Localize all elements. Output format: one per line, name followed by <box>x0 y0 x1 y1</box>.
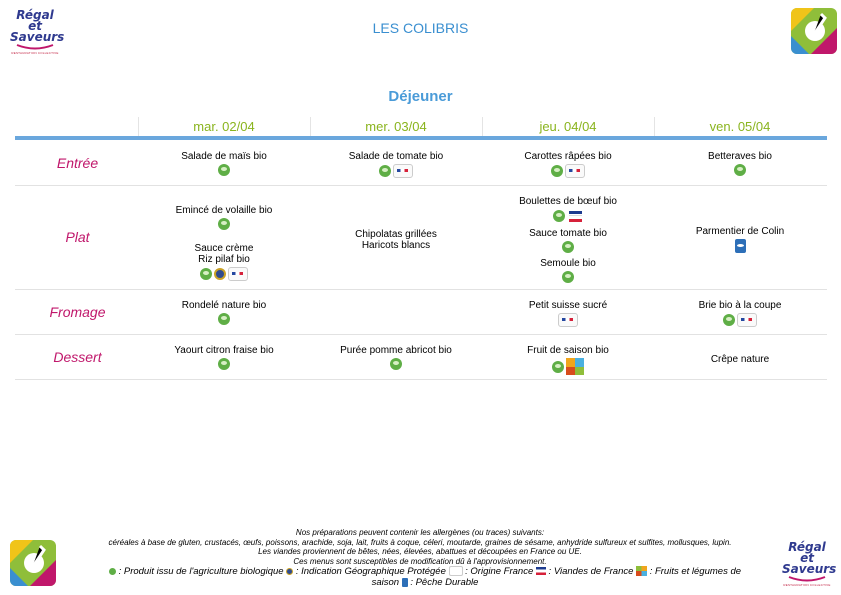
dish-name: Petit suisse sucré <box>528 300 608 311</box>
viandes-france-icon <box>536 567 546 575</box>
bio-icon <box>734 164 746 176</box>
menu-cell <box>654 354 826 365</box>
bio-icon <box>379 165 391 177</box>
dish-name: Sauce tomate bio <box>529 228 607 239</box>
bio-icon <box>218 164 230 176</box>
bio-icon <box>200 268 212 280</box>
bio-icon <box>218 218 230 230</box>
day-header-4: ven. 05/04 <box>709 119 771 134</box>
bio-icon <box>109 568 116 575</box>
day-header-3: jeu. 04/04 <box>539 119 597 134</box>
menu-cell <box>482 196 654 288</box>
dish-labels <box>138 265 310 283</box>
dish-name: Haricots blancs <box>361 240 431 251</box>
bio-icon <box>551 165 563 177</box>
dish-name: Crêpe nature <box>710 354 770 365</box>
bio-icon <box>553 210 565 222</box>
menu-cell <box>138 345 310 375</box>
origine-france-icon <box>737 313 757 327</box>
dish-name: Riz pilaf bio <box>198 254 250 265</box>
dish-labels <box>138 216 310 232</box>
bio-icon <box>562 241 574 253</box>
menu-cell <box>654 151 826 181</box>
dish-labels <box>310 356 482 372</box>
dish-name: Rondelé nature bio <box>181 300 267 311</box>
header-bar <box>15 136 827 140</box>
allergen-notice <box>90 528 750 566</box>
dish-name: Purée pomme abricot bio <box>340 345 452 356</box>
igp-icon <box>214 268 226 280</box>
viandes-france-icon <box>567 209 584 223</box>
legend-bio: : Produit issu de l'agriculture biologique <box>118 566 284 577</box>
origine-france-icon <box>393 164 413 178</box>
row-divider <box>15 379 827 380</box>
category-dessert: Dessert <box>53 349 102 365</box>
meal-title: Déjeuner <box>388 88 453 105</box>
dish-name: Salade de maïs bio <box>181 151 267 162</box>
dish-labels <box>482 356 654 377</box>
menu-cell <box>654 300 826 332</box>
dish-labels <box>138 311 310 327</box>
footer-line: céréales à base de gluten, crustacés, œufs, poissons, arachide, soja, lait, fruits à coque, céleri, moutarde, graines de sésame, anhydride sulfureux et sulfites, mollusques, lupin. <box>108 537 732 547</box>
menu-cell <box>482 300 654 332</box>
menu-cell <box>310 345 482 375</box>
menu-cell <box>138 151 310 181</box>
bio-icon <box>562 271 574 283</box>
legend-peche: : Pêche Durable <box>410 577 479 588</box>
regal-saveurs-logo-footer: Régal et Saveurs RESTAURATION COLLECTIVE <box>782 540 837 587</box>
dish-name: Emincé de volaille bio <box>175 205 273 216</box>
dish-name <box>138 235 310 243</box>
dish-labels <box>482 162 654 180</box>
dish-name: Sauce crème <box>194 243 254 254</box>
dish-labels <box>310 162 482 180</box>
dish-name: Betteraves bio <box>708 151 772 162</box>
category-entree: Entrée <box>56 155 99 171</box>
bio-icon <box>218 358 230 370</box>
origine-france-icon <box>228 267 248 281</box>
footer-line: Les viandes proviennent de bêtes, nées, élevées, abattues et découpées en France ou UE. <box>258 547 582 556</box>
dish-labels <box>654 237 826 255</box>
origine-france-icon <box>558 313 578 327</box>
peche-durable-icon <box>735 239 746 253</box>
menu-cell <box>138 300 310 330</box>
origine-france-icon <box>565 164 585 178</box>
legend-fruits: : Fruits et légumes de saison <box>371 566 742 588</box>
dish-labels <box>482 269 654 285</box>
dish-labels <box>138 162 310 178</box>
dish-labels <box>138 356 310 372</box>
dish-name: Fruit de saison bio <box>527 345 609 356</box>
dish-name: Carottes râpées bio <box>524 151 612 162</box>
dish-labels <box>482 239 654 255</box>
bio-icon <box>723 314 735 326</box>
fruits-saison-icon <box>636 566 647 576</box>
legend <box>105 566 745 588</box>
dish-name: Parmentier de Colin <box>695 226 785 237</box>
dish-name: Chipolatas grillées <box>355 229 437 240</box>
dish-name: Brie bio à la coupe <box>698 300 782 311</box>
bio-icon <box>552 361 564 373</box>
row-divider <box>15 334 827 335</box>
origine-france-icon <box>449 566 463 576</box>
legend-viandes: : Viandes de France <box>548 566 634 577</box>
plate-logo-footer <box>10 540 56 586</box>
igp-icon <box>286 568 293 575</box>
menu-cell <box>482 151 654 183</box>
bio-icon <box>218 313 230 325</box>
day-header-1: mar. 02/04 <box>193 119 255 134</box>
school-title: LES COLIBRIS <box>372 20 469 36</box>
dish-name: Yaourt citron fraise bio <box>174 345 274 356</box>
dish-labels <box>482 207 654 225</box>
row-divider <box>15 185 827 186</box>
legend-origine: : Origine France <box>465 566 534 577</box>
dish-name: Semoule bio <box>540 258 596 269</box>
bio-icon <box>390 358 402 370</box>
day-header-2: mer. 03/04 <box>365 119 427 134</box>
regal-saveurs-logo: Régal et Saveurs RESTAURATION COLLECTIVE <box>10 8 65 55</box>
legend-igp: : Indication Géographique Protégée <box>295 566 446 577</box>
menu-cell <box>310 229 482 251</box>
menu-cell <box>482 345 654 380</box>
menu-cell <box>654 226 826 258</box>
footer-line: Ces menus sont susceptibles de modification dû à l'approvisionnement. <box>293 556 547 566</box>
row-divider <box>15 289 827 290</box>
category-fromage: Fromage <box>49 304 106 320</box>
dish-name: Salade de tomate bio <box>348 151 444 162</box>
category-plat: Plat <box>65 229 90 245</box>
dish-name: Boulettes de bœuf bio <box>519 196 617 207</box>
dish-labels <box>482 311 654 329</box>
peche-durable-icon <box>402 578 408 587</box>
dish-labels <box>654 311 826 329</box>
fruits-saison-icon <box>566 358 584 375</box>
footer-line: Nos préparations peuvent contenir les allergènes (ou traces) suivants: <box>295 528 545 537</box>
menu-cell <box>310 151 482 183</box>
menu-cell <box>138 205 310 286</box>
dish-labels <box>654 162 826 178</box>
